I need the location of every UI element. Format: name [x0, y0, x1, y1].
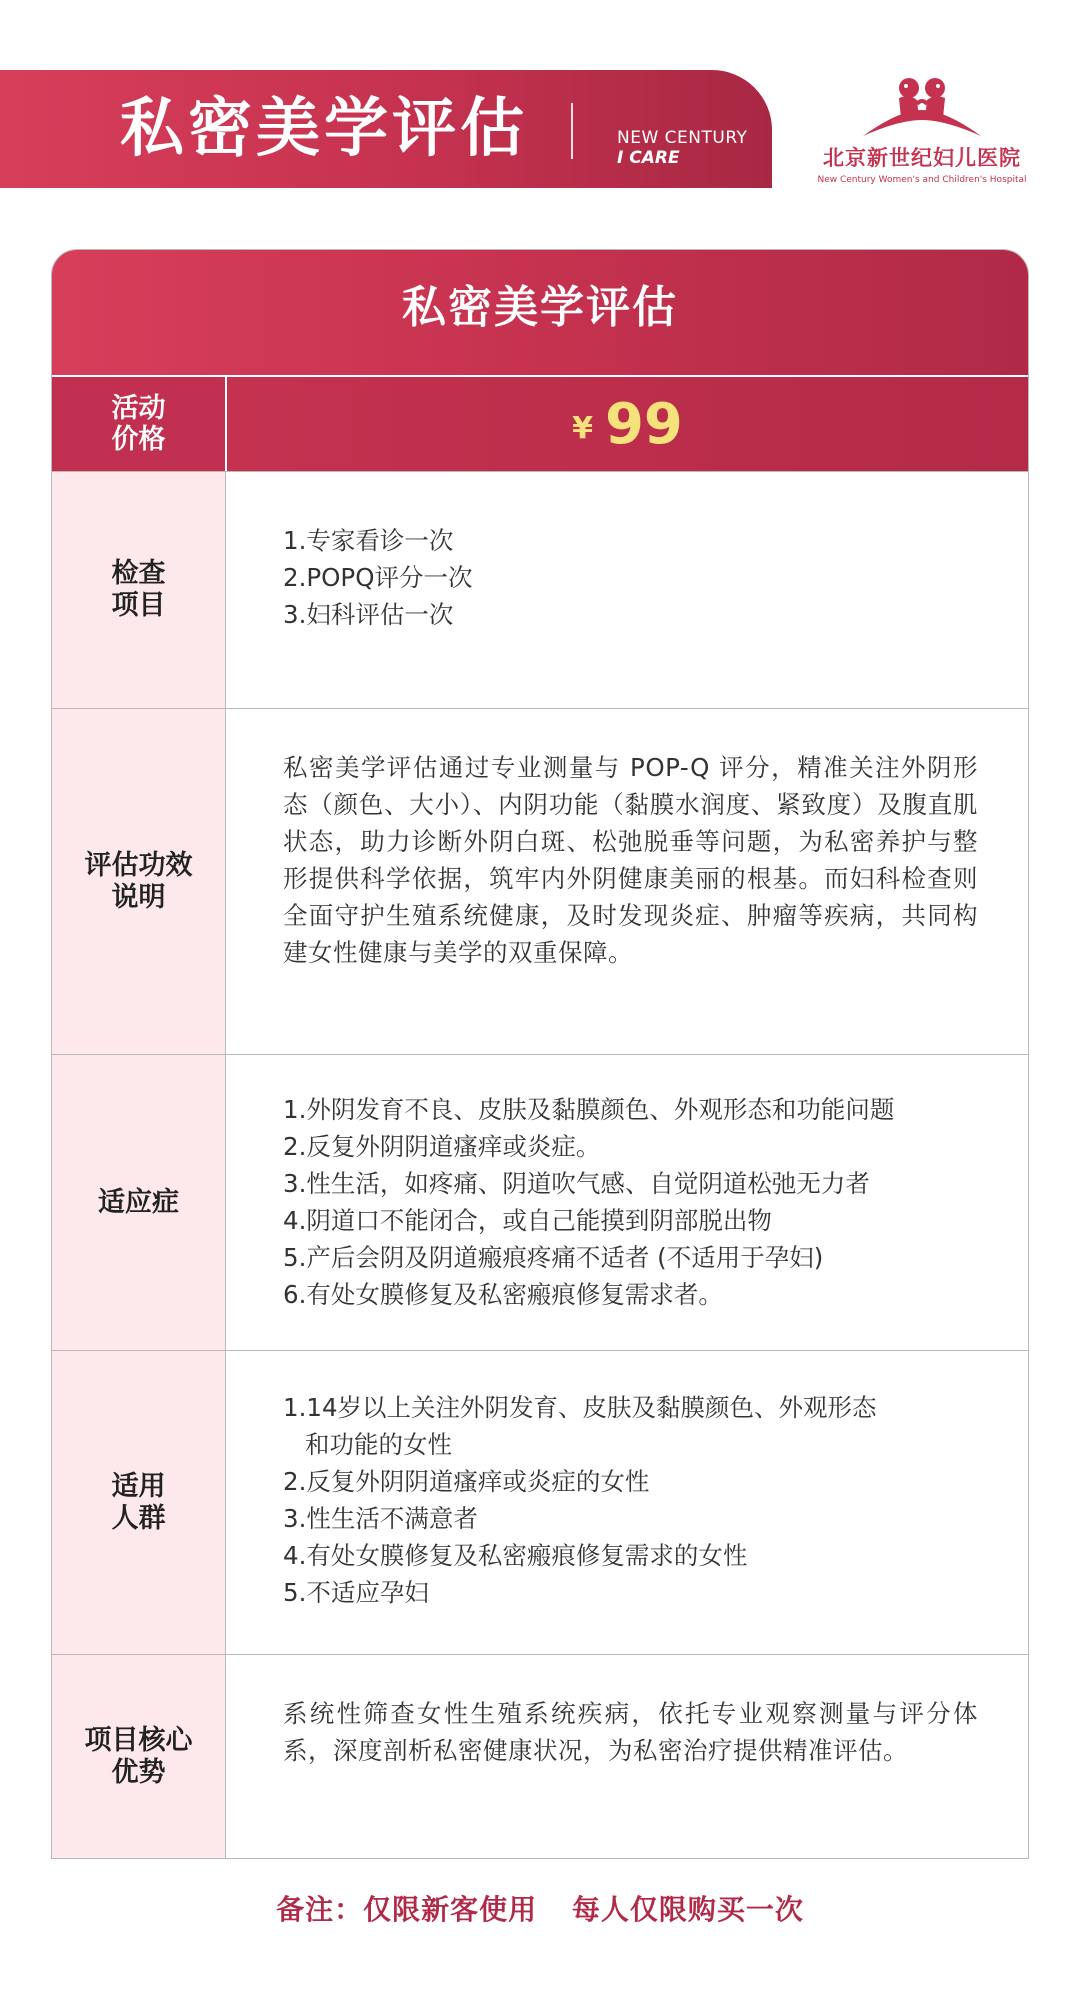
- footer-note-part2: 每人仅限购买一次: [571, 1893, 804, 1926]
- list-item: 6.有处女膜修复及私密瘢痕修复需求者。: [283, 1280, 723, 1309]
- card-title: 私密美学评估: [52, 250, 1028, 375]
- hospital-logo: [806, 74, 1038, 185]
- row-content: [226, 472, 1028, 708]
- price-amount: 99: [604, 391, 683, 457]
- row-label: [52, 472, 226, 708]
- list-item-continuation: 和功能的女性: [305, 1430, 452, 1459]
- row-label-text: 评估功效说明: [84, 849, 193, 913]
- list-item: 5.不适应孕妇: [283, 1578, 429, 1607]
- hospital-name-cn: 北京新世纪妇儿医院: [823, 146, 1021, 170]
- row-label-text: 项目核心优势: [84, 1724, 193, 1788]
- list-item: 3.性生活，如疼痛、阴道吹气感、自觉阴道松弛无力者: [283, 1169, 870, 1198]
- row-content: [226, 1055, 1028, 1350]
- list-item: 4.有处女膜修复及私密瘢痕修复需求的女性: [283, 1541, 748, 1570]
- price-label: [52, 377, 227, 471]
- hospital-logo-icon: [859, 74, 985, 140]
- price-label-text: 活动价格: [111, 393, 166, 455]
- list-item: 1.外阴发育不良、皮肤及黏膜颜色、外观形态和功能问题: [283, 1095, 895, 1124]
- row-label: [52, 1055, 226, 1350]
- row-label-text: 检查项目: [111, 558, 166, 621]
- list-item: 4.阴道口不能闭合，或自己能摸到阴部脱出物: [283, 1206, 772, 1235]
- row-content: [226, 1655, 1028, 1858]
- row-label: [52, 1351, 226, 1654]
- top-banner: [0, 70, 772, 188]
- target-group-list: [283, 1389, 978, 1611]
- list-item: 5.产后会阴及阴道瘢痕疼痛不适者 (不适用于孕妇): [283, 1243, 824, 1272]
- row-core-advantages: [52, 1654, 1028, 1858]
- efficacy-description: 私密美学评估通过专业测量与 POP-Q 评分，精准关注外阴形态（颜色、大小）、内阴功能（黏膜水润度、紧致度）及腹直肌状态，助力诊断外阴白斑、松弛脱垂等问题，为私密养护与整形提供科学依据，筑牢内外阴健康美丽的根基。而妇科检查则全面守护生殖系统健康，及时发现炎症、肿瘤等疾病，共同构建女性健康与美学的双重保障。: [283, 753, 978, 967]
- price-row: [52, 375, 1028, 471]
- row-exam-items: [52, 471, 1028, 708]
- row-label: [52, 709, 226, 1054]
- exam-items-list: [283, 522, 978, 633]
- row-efficacy: [52, 708, 1028, 1054]
- list-item: 3.性生活不满意者: [283, 1504, 478, 1533]
- core-advantages-description: 系统性筛查女性生殖系统疾病，依托专业观察测量与评分体系，深度剖析私密健康状况，为私密治疗提供精准评估。: [283, 1699, 978, 1765]
- row-content: [226, 709, 1028, 1054]
- list-item: 1.14岁以上关注外阴发育、皮肤及黏膜颜色、外观形态: [283, 1393, 877, 1422]
- hospital-name-en: New Century Women's and Children's Hospital: [817, 175, 1027, 185]
- row-target-group: [52, 1350, 1028, 1654]
- brand-slogan-line1: NEW CENTURY: [617, 128, 748, 148]
- banner-title: 私密美学评估: [120, 92, 528, 166]
- list-item: 2.反复外阴阴道瘙痒或炎症。: [283, 1132, 601, 1161]
- footer-note: [0, 1888, 1080, 1928]
- footer-note-part1: 备注：仅限新客使用: [276, 1893, 538, 1926]
- banner-divider: [571, 103, 573, 159]
- brand-slogan-line2: I CARE: [617, 148, 680, 168]
- price-value: [227, 377, 1028, 471]
- indications-list: [283, 1091, 978, 1313]
- row-indications: [52, 1054, 1028, 1350]
- brand-slogan: [617, 128, 747, 168]
- row-label-text: 适应症: [98, 1186, 179, 1218]
- list-item: 2.POPQ评分一次: [283, 563, 473, 592]
- row-label: [52, 1655, 226, 1858]
- list-item: 1.专家看诊一次: [283, 526, 454, 555]
- list-item: 3.妇科评估一次: [283, 600, 454, 629]
- list-item: 2.反复外阴阴道瘙痒或炎症的女性: [283, 1467, 650, 1496]
- assessment-card: [51, 249, 1029, 1859]
- row-label-text: 适用人群: [111, 1470, 166, 1534]
- currency-symbol: ¥: [572, 410, 593, 446]
- row-content: [226, 1351, 1028, 1654]
